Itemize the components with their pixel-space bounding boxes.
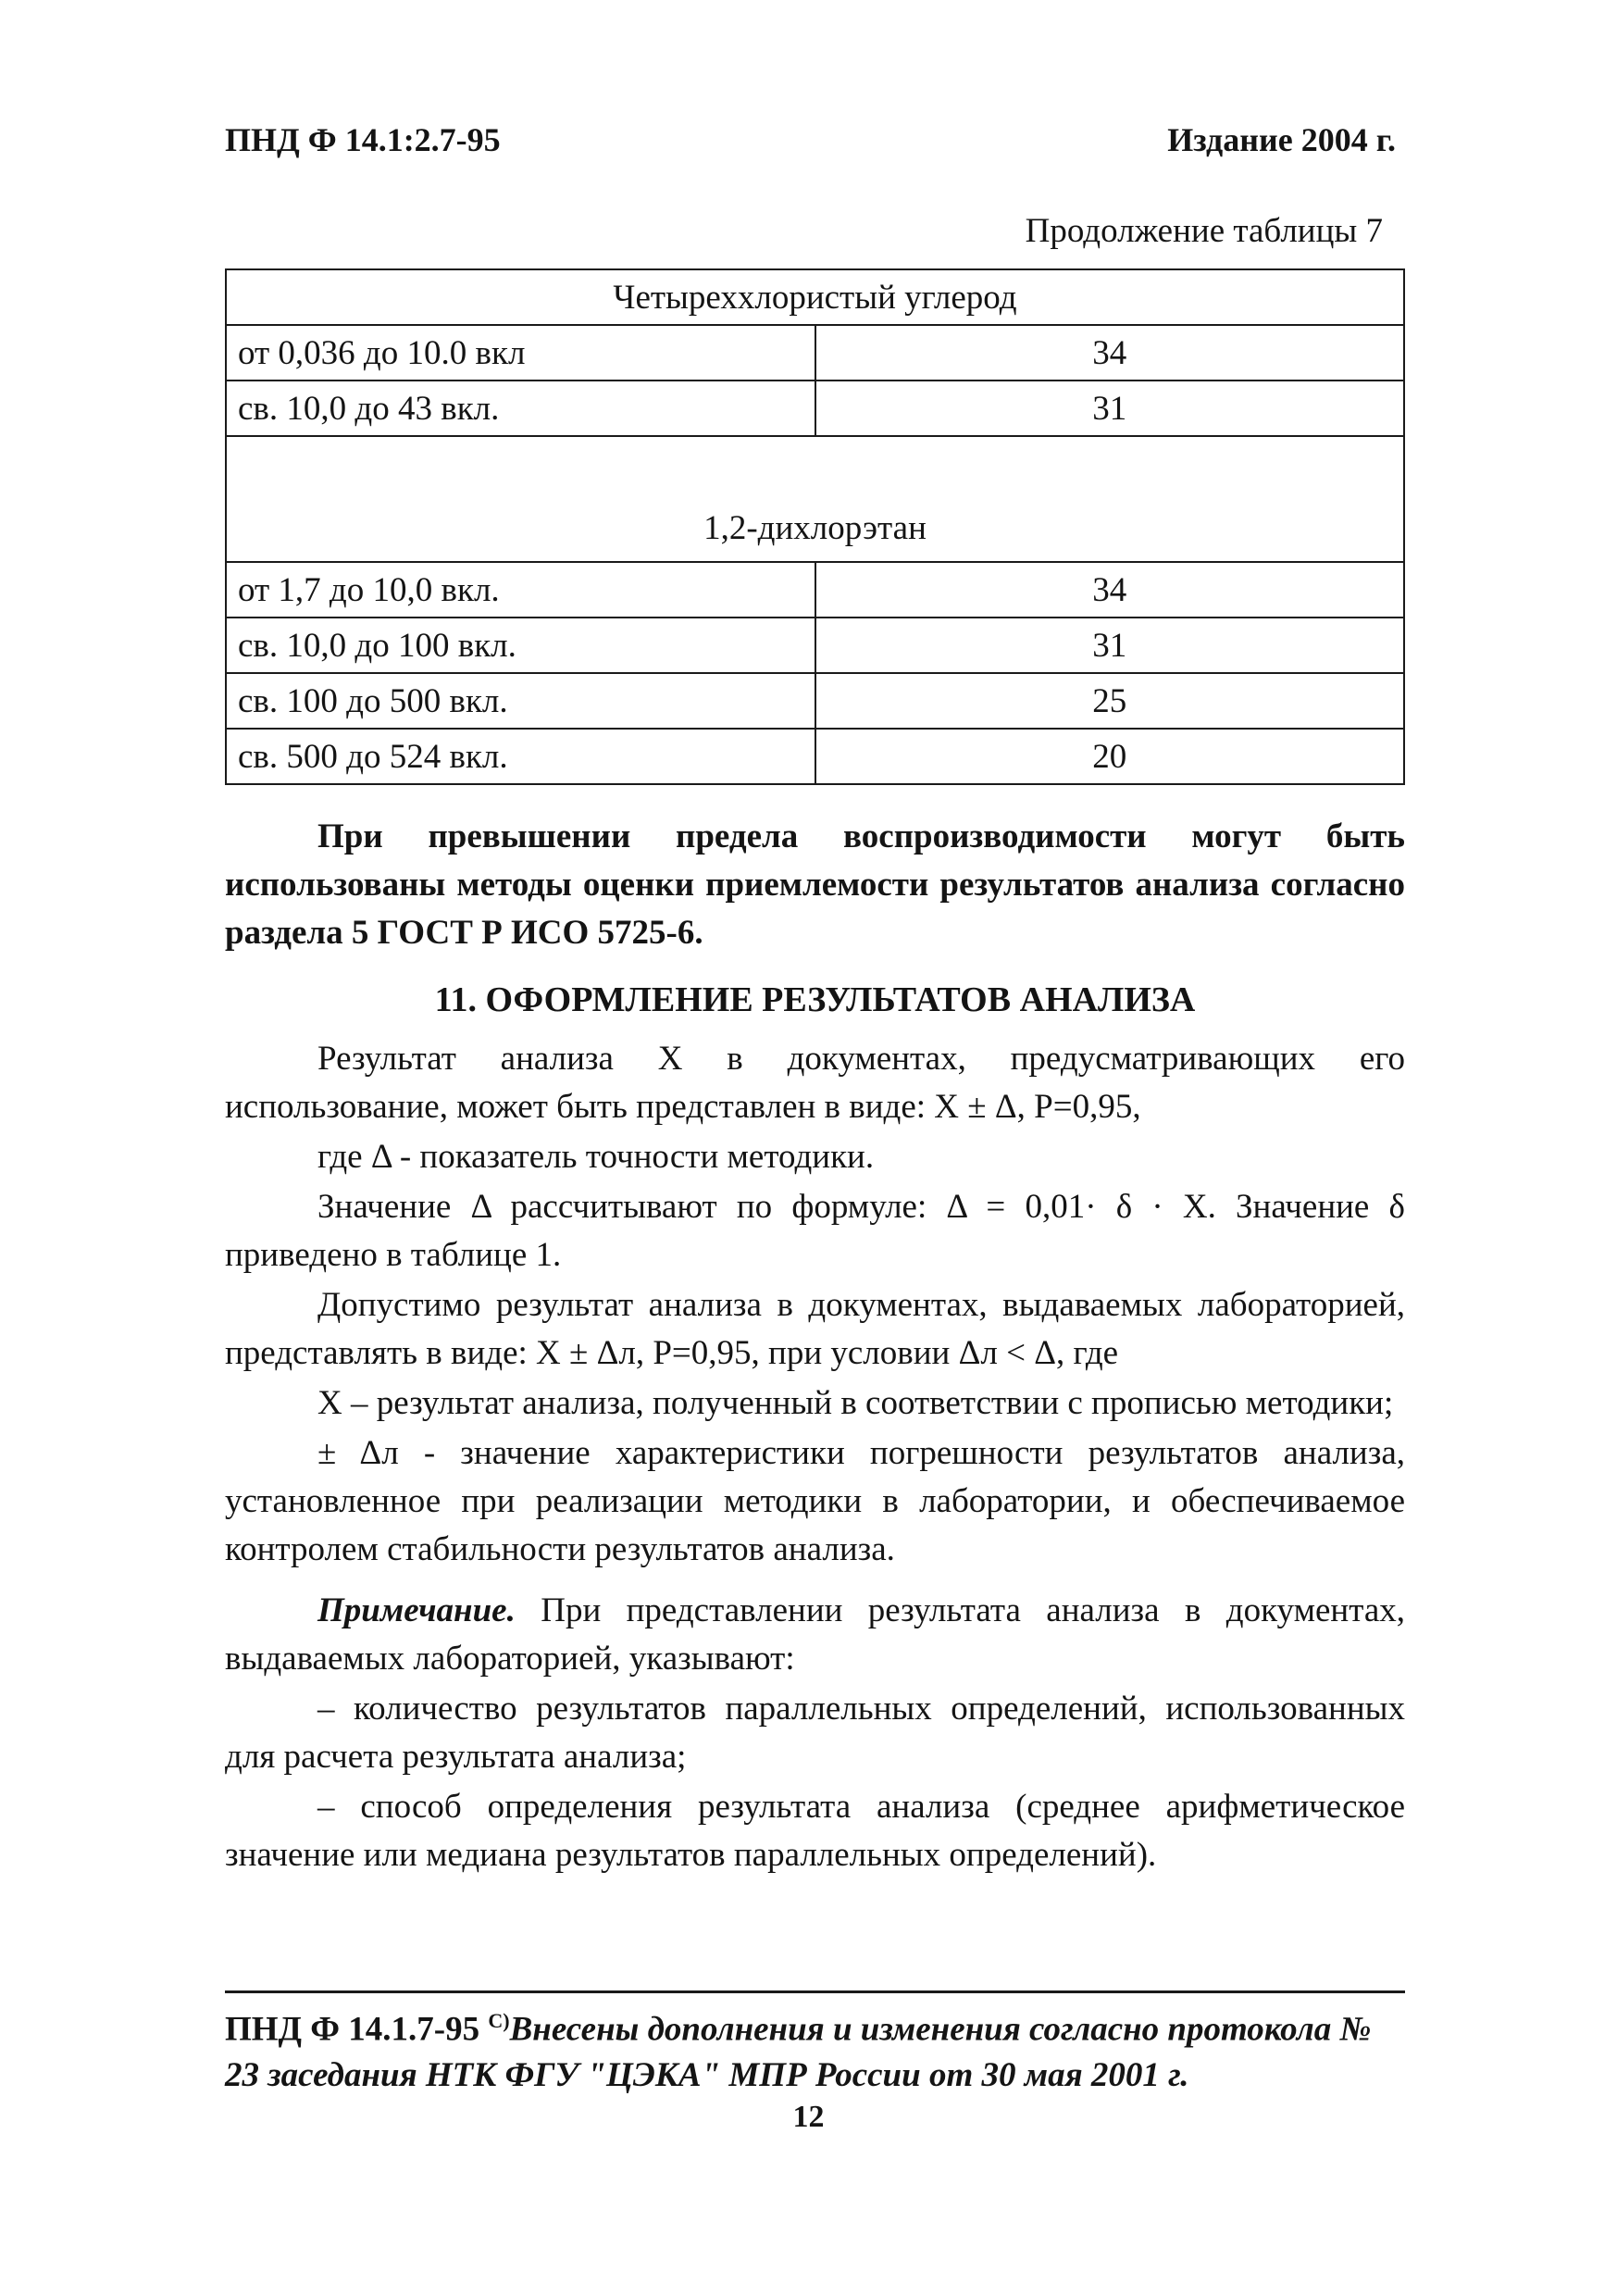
range-cell: св. 10,0 до 100 вкл. (226, 618, 815, 673)
substance-heading: 1,2-дихлорэтан (226, 436, 1404, 562)
footer-divider (225, 1990, 1405, 1993)
note-text: При представлении результата анализа в документах, выдаваемых лабораторией, указывают: (225, 1591, 1405, 1678)
range-cell: от 1,7 до 10,0 вкл. (226, 562, 815, 618)
paragraph: X – результат анализа, полученный в соответствии с прописью методики; (317, 1384, 1394, 1422)
note-label: Примечание. (317, 1591, 516, 1629)
document-code: ПНД Ф 14.1:2.7-95 (225, 121, 501, 158)
table-row (226, 381, 1404, 436)
table-row (226, 729, 1404, 784)
footer-mark: С) (488, 2009, 510, 2032)
section-body (225, 1035, 1405, 1881)
paragraph: При превышении предела воспроизводимости могут быть использованы методы оценки приемлемости результатов анализа согласно раздела 5 ГОСТ Р ИСО 5725-6. (225, 817, 1405, 952)
reproducibility-paragraph (225, 813, 1405, 957)
value-cell: 34 (815, 325, 1405, 381)
range-cell: св. 500 до 524 вкл. (226, 729, 815, 784)
value-cell: 20 (815, 729, 1405, 784)
table-row (226, 562, 1404, 618)
value-cell: 25 (815, 673, 1405, 729)
note-list-item: – способ определения результата анализа (среднее арифметическое значение или медиана результатов параллельных определений). (225, 1788, 1405, 1874)
note-paragraph (225, 1587, 1405, 1683)
paragraph: Результат анализа X в документах, предусматривающих его использование, может быть представлен в виде: X ± Δ, P=0,95, (225, 1040, 1405, 1126)
edition-label: Издание 2004 г. (1167, 121, 1396, 158)
paragraph: Допустимо результат анализа в документах, выдаваемых лабораторией, представлять в виде: X ± Δл, P=0,95, при условии Δл < Δ, где (225, 1286, 1405, 1372)
paragraph: Значение Δ рассчитывают по формуле: Δ = 0,01· δ · X. Значение δ приведено в таблице 1. (225, 1188, 1405, 1274)
range-cell: св. 10,0 до 43 вкл. (226, 381, 815, 436)
table-7 (225, 268, 1405, 785)
table-row (226, 325, 1404, 381)
note-list-item: – количество результатов параллельных определений, использованных для расчета результата анализа; (225, 1690, 1405, 1776)
paragraph: где Δ - показатель точности методики. (317, 1138, 875, 1176)
footer-text: Внесены дополнения и изменения согласно протокола № 23 заседания НТК ФГУ "ЦЭКА" МПР России от 30 мая 2001 г. (225, 2010, 1372, 2095)
substance-heading: Четыреххлористый углерод (226, 269, 1404, 325)
range-cell: св. 100 до 500 вкл. (226, 673, 815, 729)
value-cell: 31 (815, 381, 1405, 436)
footer-doc-code: ПНД Ф 14.1.7-95 (225, 2010, 480, 2049)
value-cell: 34 (815, 562, 1405, 618)
range-cell: от 0,036 до 10.0 вкл (226, 325, 815, 381)
section-title: 11. ОФОРМЛЕНИЕ РЕЗУЛЬТАТОВ АНАЛИЗА (434, 980, 1196, 1019)
paragraph: ± Δл - значение характеристики погрешности результатов анализа, установленное при реализации методики в лаборатории, и обеспечиваемое контролем стабильности результатов анализа. (225, 1434, 1405, 1568)
table-row (226, 618, 1404, 673)
table-continuation-caption: Продолжение таблицы 7 (1025, 212, 1383, 250)
table-row (226, 673, 1404, 729)
value-cell: 31 (815, 618, 1405, 673)
page-number: 12 (792, 2100, 825, 2134)
footer-note (225, 1998, 1405, 2099)
